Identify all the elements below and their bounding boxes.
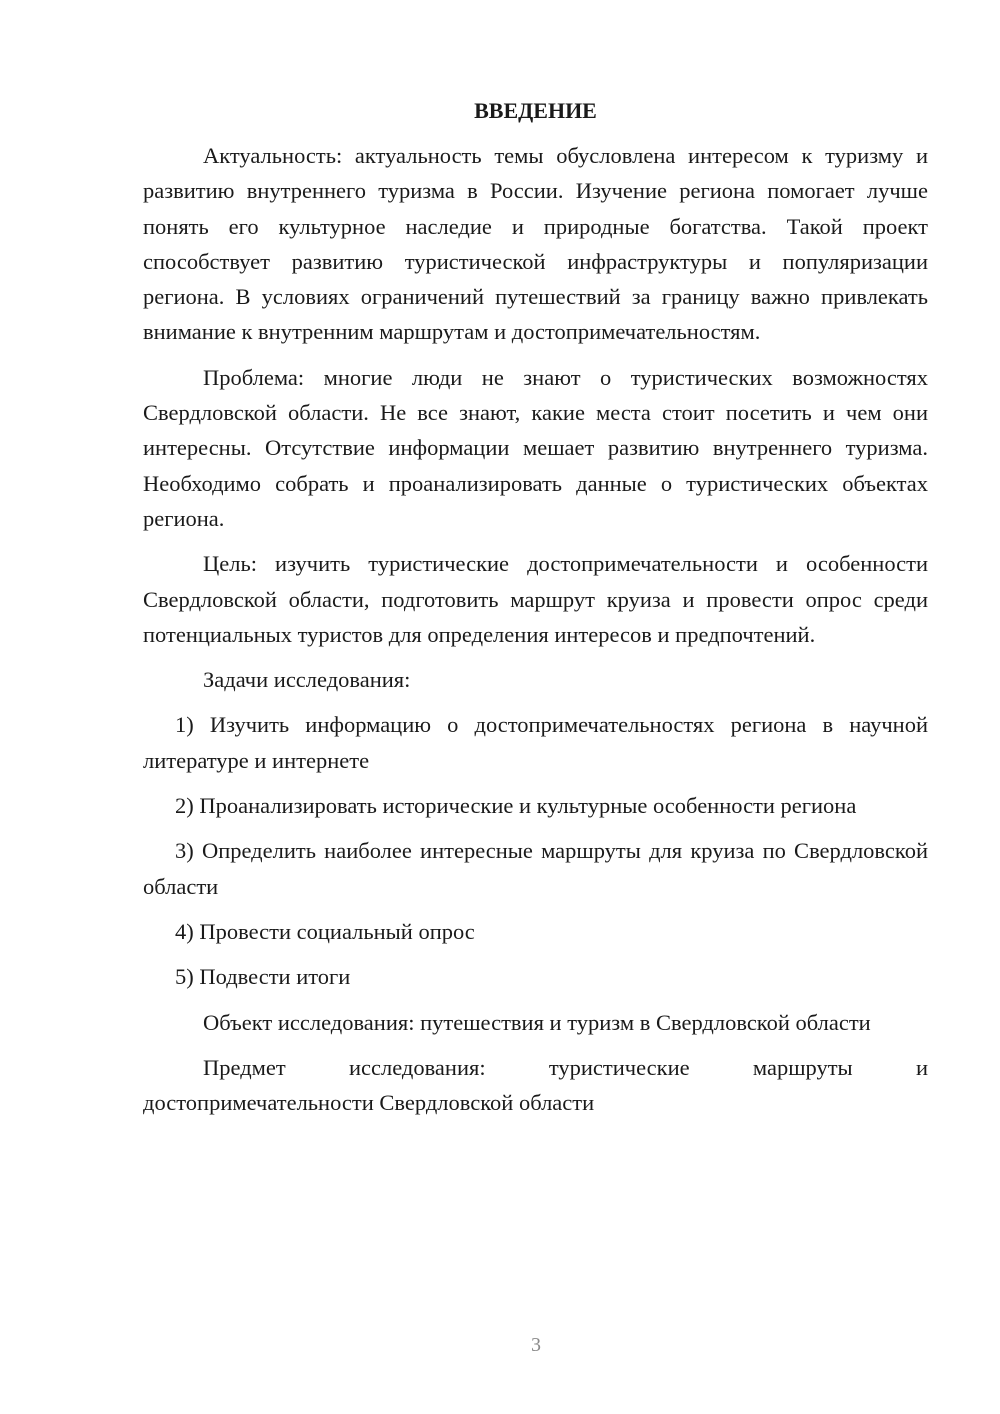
task-item-1: 1) Изучить информацию о достопримечательностях региона в научной литературе и интернете: [143, 712, 928, 773]
task-item-4: 4) Провести социальный опрос: [175, 918, 475, 944]
task-item-3: 3) Определить наиболее интересные маршруты для круиза по Свердловской области: [143, 838, 928, 899]
relevance-paragraph: Актуальность: актуальность темы обусловлена интересом к туризму и развитию внутреннего туризма в России. Изучение региона помогает лучше понять его культурное наследие и природные богатства. Такой проект способствует развитию туристической инфраструктуры и популяризации региона. В условиях ограничений путешествий за границу важно привлекать внимание к внутренним маршрутам и достопримечательностям.: [143, 143, 928, 345]
task-item-2: 2) Проанализировать исторические и культурные особенности региона: [175, 793, 857, 819]
problem-paragraph: Проблема: многие люди не знают о туристических возможностях Свердловской области. Не все знают, какие места стоит посетить и чем они интересны. Отсутствие информации мешает развитию внутреннего туризма. Необходимо собрать и проанализировать данные о туристических объектах региона.: [143, 364, 928, 531]
subject-paragraph: Предмет исследования: туристические маршруты и достопримечательности Свердловской области: [143, 1054, 928, 1116]
task-item-5: 5) Подвести итоги: [175, 964, 351, 990]
goal-paragraph: Цель: изучить туристические достопримечательности и особенности Свердловской области, подготовить маршрут круиза и провести опрос среди потенциальных туристов для определения интересов и предпочтений.: [143, 551, 928, 647]
page-title: ВВЕДЕНИЕ: [474, 98, 597, 123]
page-number: 3: [531, 1334, 541, 1356]
object-paragraph: Объект исследования: путешествия и туризм в Свердловской области: [203, 1009, 871, 1035]
page-content: [143, 96, 928, 1130]
tasks-heading: Задачи исследования:: [203, 667, 411, 693]
